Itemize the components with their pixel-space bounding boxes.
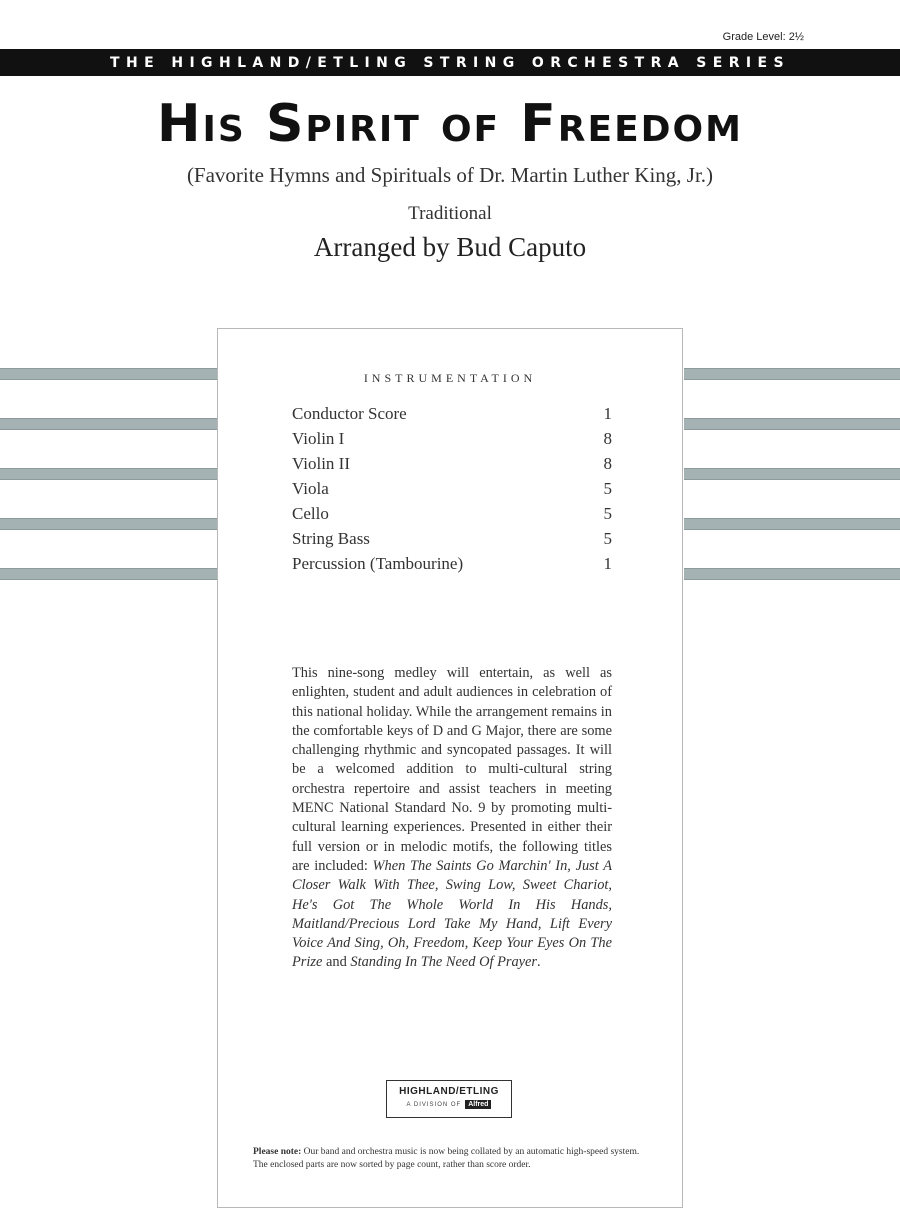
list-item: [292, 476, 612, 501]
note-text: Our band and orchestra music is now being collated by an automatic high-speed system. The enclosed parts are now sorted by page count, rather than score order.: [253, 1147, 640, 1170]
instrument-count: 1: [603, 554, 612, 573]
list-item: [292, 451, 612, 476]
decorative-stripe: [684, 418, 900, 430]
description: [292, 664, 612, 973]
instrument-name: Conductor Score: [292, 404, 407, 423]
instrument-count: 8: [603, 429, 612, 448]
info-panel: [217, 328, 683, 1208]
instrumentation-heading: INSTRUMENTATION: [363, 371, 537, 385]
instrumentation-list: [292, 401, 612, 576]
decorative-stripe: [0, 468, 217, 480]
decorative-stripe: [684, 468, 900, 480]
list-item: [292, 526, 612, 551]
series-banner: [0, 49, 900, 76]
instrument-count: 5: [603, 504, 612, 523]
instrument-name: Percussion (Tambourine): [292, 554, 464, 573]
decorative-stripe: [684, 568, 900, 580]
description-connector: and: [322, 954, 351, 971]
description-intro: This nine-song medley will entertain, as well as enlighten, student and adult audiences in celebration of this national holiday. While the arrangement remains in the comfortable keys of D and G Major, there are some challenging rhythmic and syncopated passages. It will be a welcomed addition to multi-cultural string orchestra repertoire and assist teachers in meeting MENC National Standard No. 9 by promoting multi-cultural learning experiences. Presented in either their full version or in melodic motifs, the following titles are included:: [292, 665, 612, 874]
decorative-stripe: [0, 518, 217, 530]
list-item: [292, 501, 612, 526]
description-titles: When The Saints Go Marchin' In, Just A Closer Walk With Thee, Swing Low, Sweet Chariot, He's Got The Whole World In His Hands, Maitland/Precious Lord Take My Hand, Lift Every Voice And Sing, Oh, Freedom, Keep Your Eyes On The Prize: [292, 857, 612, 971]
grade-level: Grade Level: 2½: [722, 31, 804, 43]
instrument-name: Violin II: [292, 454, 350, 473]
description-last-title: Standing In The Need Of Prayer: [350, 954, 538, 971]
instrument-name: Violin I: [292, 429, 345, 448]
publisher-logo: [386, 1080, 512, 1118]
list-item: [292, 401, 612, 426]
page-title: His Spirit of Freedom: [157, 94, 743, 154]
decorative-stripe: [0, 368, 217, 380]
instrument-count: 1: [603, 404, 612, 423]
decorative-stripe: [684, 518, 900, 530]
composer: Traditional: [408, 203, 492, 224]
instrument-count: 5: [603, 529, 612, 548]
instrument-name: Cello: [292, 504, 329, 523]
collation-note: [253, 1146, 653, 1172]
series-name: THE HIGHLAND/ETLING STRING ORCHESTRA SERIES: [110, 54, 790, 71]
instrument-count: 5: [603, 479, 612, 498]
logo-text: HIGHLAND/ETLING: [399, 1086, 499, 1097]
subtitle: (Favorite Hymns and Spirituals of Dr. Martin Luther King, Jr.): [186, 163, 714, 187]
instrument-name: String Bass: [292, 529, 370, 548]
note-label: Please note:: [253, 1147, 302, 1157]
instrument-count: 8: [603, 454, 612, 473]
list-item: [292, 426, 612, 451]
decorative-stripe: [0, 418, 217, 430]
arranger: Arranged by Bud Caputo: [313, 232, 587, 262]
logo-subtext: A DIVISION OF: [406, 1101, 462, 1108]
instrument-name: Viola: [292, 479, 329, 498]
alfred-logo-icon: Alfred: [465, 1100, 491, 1109]
decorative-stripe: [0, 568, 217, 580]
description-end: .: [537, 954, 541, 971]
list-item: [292, 551, 612, 576]
logo-subtext-row: [387, 1100, 511, 1109]
decorative-stripe: [684, 368, 900, 380]
